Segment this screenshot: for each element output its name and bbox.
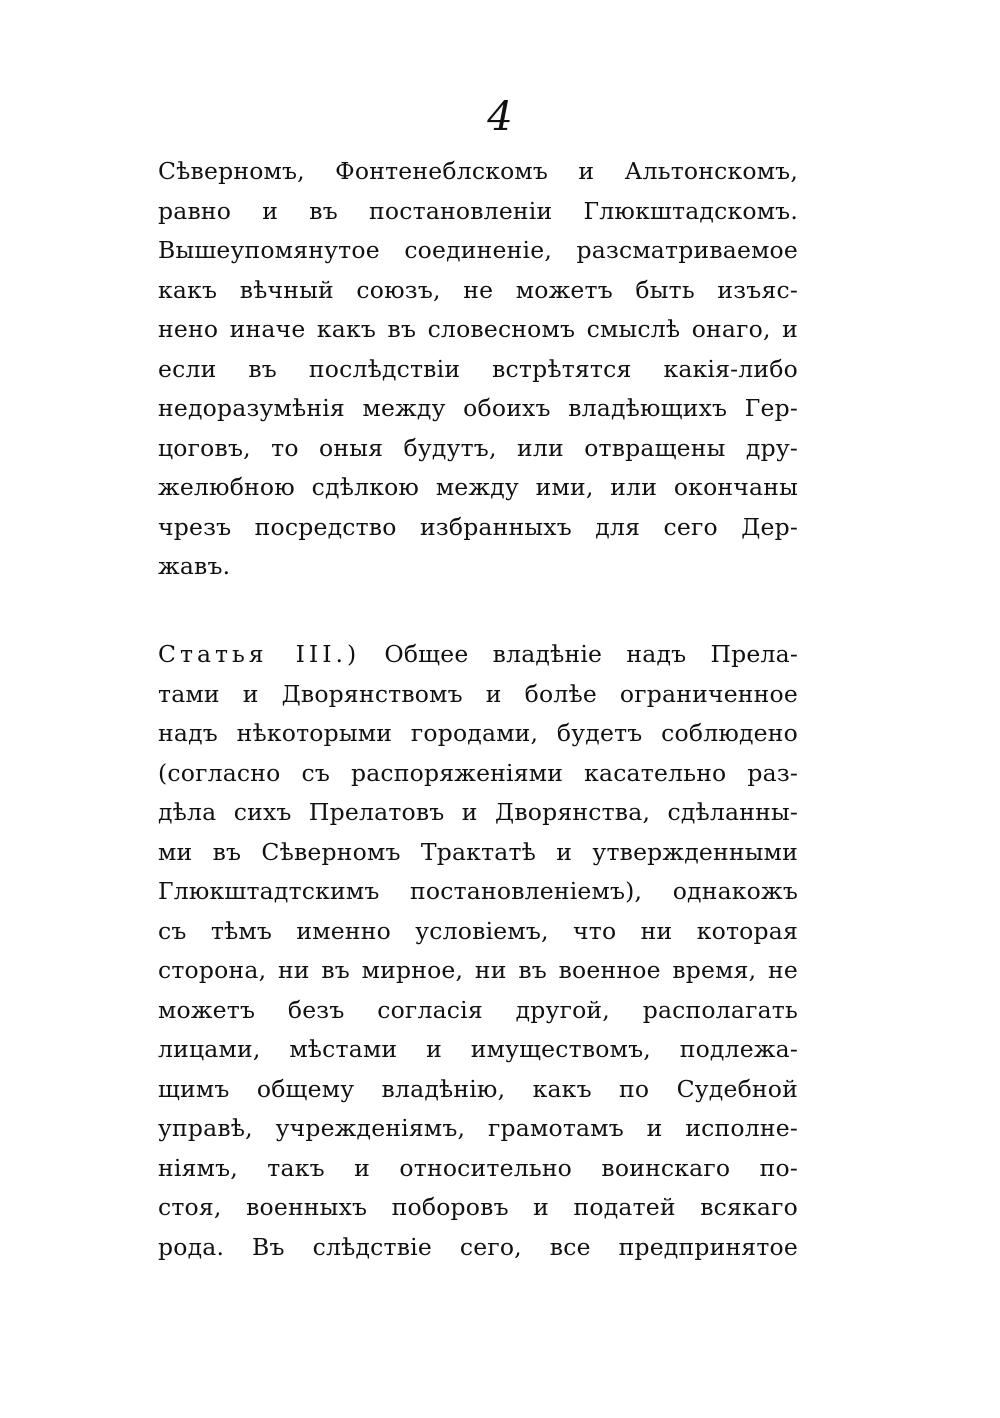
text-line: если въ послѣдствіи встрѣтятся какія-либо xyxy=(158,354,798,383)
text-line: стоя, военныхъ поборовъ и податей всякаго xyxy=(158,1193,798,1221)
text-line: цоговъ, то оныя будутъ, или отвращены дру- xyxy=(158,433,798,462)
text-line: можетъ безъ согласія другой, располагать xyxy=(158,995,798,1024)
text-line: съ тѣмъ именно условіемъ, что ни которая xyxy=(158,916,798,945)
text-line: жавъ. xyxy=(158,552,231,580)
text-line: какъ вѣчный союзъ, не можетъ быть изъяс- xyxy=(158,275,798,304)
text-line: рода. Въ слѣдствіе сего, все предпринятое xyxy=(158,1232,798,1261)
text-line: Глюкштадтскимъ постановленіемъ), однакожъ xyxy=(158,877,798,905)
article-heading-line xyxy=(158,635,798,675)
page-number: 4 xyxy=(487,94,513,140)
text-line: управѣ, учрежденіямъ, грамотамъ и исполне- xyxy=(158,1114,798,1142)
text-line: чрезъ посредство избранныхъ для сего Дер- xyxy=(158,512,798,541)
text-line-start: Общее владѣніе надъ Прела- xyxy=(384,640,799,668)
text-line: дѣла сихъ Прелатовъ и Дворянства, сдѣланны- xyxy=(158,798,798,826)
text-line: недоразумѣнія между обоихъ владѣющихъ Гер- xyxy=(158,394,798,422)
text-line: равно и въ постановленіи Глюкштадскомъ. xyxy=(158,196,798,225)
text-line: лицами, мѣстами и имуществомъ, подлежа- xyxy=(158,1035,798,1063)
text-line: желюбною сдѣлкою между ими, или окончаны xyxy=(158,473,798,501)
paragraph-1 xyxy=(158,152,798,587)
text-line: надъ нѣкоторыми городами, будетъ соблюдено xyxy=(158,719,798,747)
text-line: тами и Дворянствомъ и болѣе ограниченное xyxy=(158,679,798,708)
text-line: нено иначе какъ въ словесномъ смыслѣ онаго, и xyxy=(158,315,798,343)
text-line: Вышеупомянутое соединеніе, разсматриваемое xyxy=(158,236,798,264)
text-line: ми въ Сѣверномъ Трактатѣ и утвержденными xyxy=(158,837,798,866)
text-line: сторона, ни въ мирное, ни въ военное время, не xyxy=(158,956,798,984)
text-line: Сѣверномъ, Фонтенеблскомъ и Альтонскомъ, xyxy=(158,157,798,185)
text-line: ніямъ, такъ и относительно воинскаго по- xyxy=(158,1153,798,1182)
article-heading: Статья III.) xyxy=(158,640,361,668)
paragraph-2 xyxy=(158,635,798,1267)
text-line: щимъ общему владѣнію, какъ по Судебной xyxy=(158,1074,798,1103)
text-line: (согласно съ распоряженіями касательно раз- xyxy=(158,758,798,787)
